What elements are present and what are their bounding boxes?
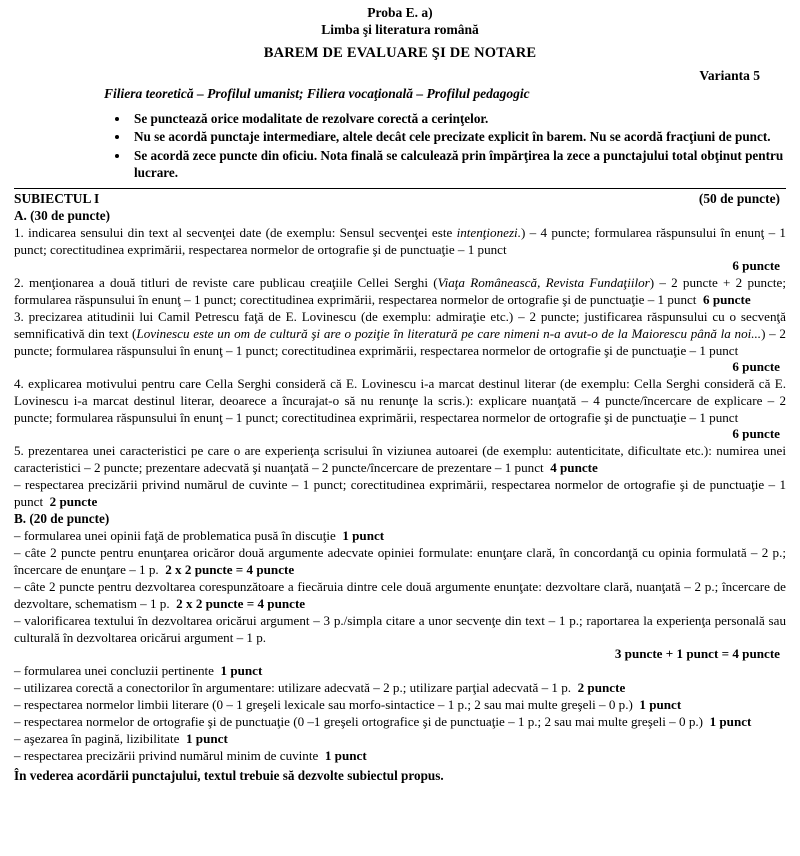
item-text: – valorificarea textului în dezvoltarea oricărui argument – 3 p./simpla citare a unor secvenţe din text – 1 p.; raportarea la experienţa personală sau culturală în dezvoltarea oricărui argument – 1 p. — [14, 613, 786, 646]
item-score: 2 x 2 puncte = 4 puncte — [158, 561, 295, 577]
item-score: 1 punct — [703, 714, 752, 730]
filiera-line: Filiera teoretică – Profilul umanist; Filiera vocaţională – Profilul pedagogic — [104, 85, 530, 101]
item-text: 4. explicarea motivului pentru care Cella Serghi consideră că E. Lovinescu i-a marcat destinul literar (de exemplu: Cella Serghi consideră că E. Lovinescu i-a marcat destinul literar, deoarece a încurajat-o să nu renunţe la scris.): explicare nuanţată – 4 puncte/încercare de explicare – 2 puncte; formularea răspunsului în enunţ – 1 punct; corectitudinea exprimării, respectarea normelor de ortografie şi de punctuaţie – 1 punct — [14, 375, 786, 425]
footer-note: În vederea acordării punctajului, textul trebuie să dezvolte subiectul propus. — [14, 768, 444, 784]
barem-item — [14, 527, 786, 544]
item-text: – respectarea normelor limbii literare (0 – 1 greşeli lexicale sau morfo-sintactice – 1 p.; 2 sau mai multe greşeli – 0 p.) — [14, 697, 633, 713]
item-score: 4 puncte — [543, 459, 598, 475]
item-text: ) – 4 puncte; formularea răspunsului în enunţ – 1 punct; corectitudinea exprimării, respectarea normelor de ortografie şi de punctuaţie – 1 punct — [14, 224, 786, 257]
barem-item — [14, 662, 786, 679]
barem-item — [14, 442, 786, 476]
list-item: • Nu se acordă punctaje intermediare, altele decât cele precizate explicit în barem. Nu se acordă fracţiuni de punct. — [130, 128, 786, 146]
list-item: • Se punctează orice modalitate de rezolvare corectă a cerinţelor. — [130, 110, 786, 128]
item-score: 2 puncte — [43, 493, 98, 509]
item-score: 2 puncte — [571, 680, 626, 696]
item-text: – formularea unei concluzii pertinente — [14, 663, 214, 679]
item-text: 1. indicarea sensului din text al secvenţei date (de exemplu: Sensul secvenţei este — [14, 224, 457, 240]
item-text: – formularea unei opinii faţă de problematica pusă în discuţie — [14, 527, 336, 543]
barem-item — [14, 375, 786, 426]
item-text: – câte 2 puncte pentru enunţarea oricăror două argumente adecvate opiniei formulate: enunţare clară, în concordanţă cu opinia formulată – 2 p.; încercare de enunţare – 1 p. — [14, 544, 786, 577]
item-text: – câte 2 puncte pentru dezvoltarea corespunzătoare a fiecăruia dintre cele două argumente enunţate: dezvoltare clară, nuanţată – 2 p.; încercare de dezvoltare, schematism – 1 p. — [14, 578, 786, 611]
subject-header — [14, 188, 786, 207]
barem-item — [14, 679, 786, 696]
grading-rules-list — [14, 110, 786, 182]
barem-item — [14, 274, 786, 308]
section-a-items — [14, 224, 786, 510]
section-b-items — [14, 527, 786, 764]
item-score: 1 punct — [335, 527, 385, 543]
item-score: 1 punct — [632, 697, 682, 713]
item-score: 6 puncte — [696, 291, 751, 307]
barem-item — [14, 730, 786, 747]
item-text: – respectarea precizării privind numărul de cuvinte – 1 punct; corectitudinea exprimării, respectarea normelor de ortografie şi de punctuaţie – 1 punct — [14, 476, 786, 509]
quoted-text: Viaţa Românească, Revista Fundaţiilor — [437, 274, 650, 290]
item-text: – aşezarea în pagină, lizibilitate — [14, 731, 180, 747]
exam-line-2: Limba şi literatura română — [321, 22, 479, 38]
barem-item — [14, 578, 786, 612]
section-b-label: B. (20 de puncte) — [14, 510, 110, 526]
document-header — [14, 4, 786, 102]
subject-title: SUBIECTUL I — [14, 190, 100, 206]
item-text: ) – 2 puncte; formularea răspunsului în enunţ – 1 punct; corectitudinea exprimării, respectarea normelor de ortografie şi de punctuaţie – 1 punct — [14, 325, 786, 358]
item-text: 5. prezentarea unei caracteristici pe care o are experienţa scrisului în viziunea autoarei (de exemplu: autenticitate, dificultate etc.): numirea unei caracteristici – 2 puncte; prezentare adecvată şi nuanţată – 2 puncte/încercare de prezentare – 1 punct — [14, 442, 786, 475]
barem-item — [14, 544, 786, 578]
item-score: 6 puncte — [732, 358, 780, 374]
variant-label: Varianta 5 — [699, 67, 760, 83]
item-score: 1 punct — [213, 663, 263, 679]
item-score: 6 puncte — [732, 425, 780, 441]
quoted-text: intenţionezi. — [456, 224, 521, 240]
exam-line-1: Proba E. a) — [367, 5, 433, 20]
item-score: 2 x 2 puncte = 4 puncte — [169, 596, 306, 611]
barem-item — [14, 747, 786, 764]
item-text: 3. precizarea atitudinii lui Camil Petrescu faţă de E. Lovinescu (de exemplu: admiraţie etc.) – 2 puncte; justificarea răspunsului cu o secvenţă semnificativă din text ( — [14, 308, 786, 341]
subject-points: (50 de puncte) — [698, 190, 780, 206]
item-score: 6 puncte — [732, 257, 780, 273]
item-text: ) – 2 puncte + 2 puncte; formularea răspunsului în enunţ – 1 punct; corectitudinea exprimării, respectarea normelor de ortografie şi de punctuaţie – 1 punct — [14, 274, 786, 307]
item-score: 3 puncte + 1 punct = 4 puncte — [614, 646, 780, 662]
item-score: 1 punct — [179, 731, 228, 747]
barem-item — [14, 308, 786, 359]
list-item: • Se acordă zece puncte din oficiu. Nota finală se calculează prin împărţirea la zece a punctajului total obţinut pentru lucrare. — [130, 147, 786, 182]
item-text: – respectarea normelor de ortografie şi de punctuaţie (0 –1 greşeli ortografice şi de punctuaţie – 1 p.; 2 sau mai multe greşeli – 0 p.) — [14, 714, 704, 730]
barem-item — [14, 476, 786, 510]
barem-item — [14, 224, 786, 258]
barem-item — [14, 713, 786, 730]
section-a-label: A. (30 de puncte) — [14, 207, 110, 223]
barem-title: BAREM DE EVALUARE ŞI DE NOTARE — [263, 44, 537, 61]
barem-item — [14, 696, 786, 713]
item-score: 1 punct — [318, 748, 367, 764]
item-text: – utilizarea corectă a conectorilor în argumentare: utilizare adecvată – 2 p.; utilizare parţial adecvată – 1 p. — [14, 680, 572, 696]
quoted-text: Lovinescu este un om de cultură şi are o poziţie în literatură pe care nimeni n-a avut-o de la Maiorescu până la noi... — [136, 325, 762, 341]
item-text: 2. menţionarea a două titluri de reviste care publicau creaţiile Cellei Serghi ( — [14, 274, 438, 290]
barem-item — [14, 612, 786, 646]
item-text: – respectarea precizării privind numărul minim de cuvinte — [14, 748, 319, 764]
